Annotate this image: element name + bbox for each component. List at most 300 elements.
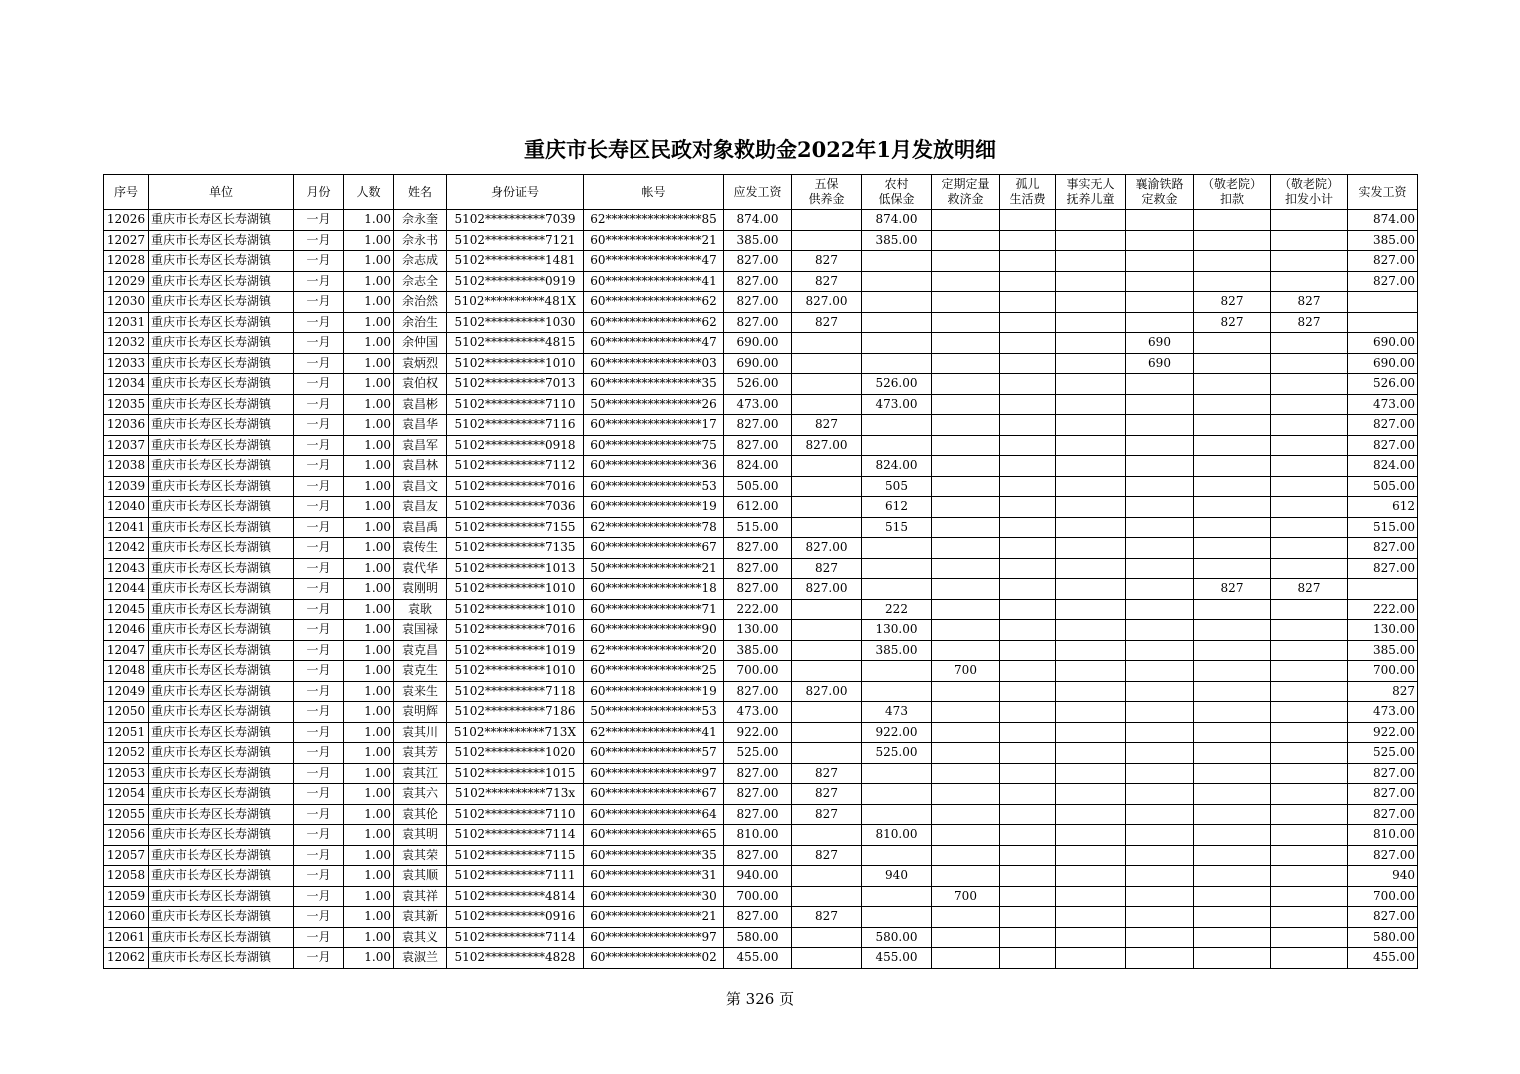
table-cell: [1056, 907, 1126, 928]
table-cell: [1000, 292, 1056, 313]
table-cell: [1271, 948, 1348, 969]
table-cell: [1194, 948, 1271, 969]
table-cell: 827: [792, 907, 862, 928]
table-cell: 12048: [104, 661, 149, 682]
table-cell: 重庆市长寿区长寿湖镇: [149, 210, 294, 231]
table-cell: [1056, 394, 1126, 415]
table-cell: [1056, 927, 1126, 948]
table-cell: [1126, 456, 1194, 477]
table-cell: 940: [1348, 866, 1418, 887]
table-cell: 重庆市长寿区长寿湖镇: [149, 353, 294, 374]
table-cell: [1271, 435, 1348, 456]
table-cell: 580.00: [862, 927, 932, 948]
table-cell: [932, 599, 1000, 620]
table-cell: 余仲国: [394, 333, 447, 354]
table-cell: 1.00: [344, 353, 394, 374]
table-cell: 12033: [104, 353, 149, 374]
table-cell: 62****************20: [584, 640, 724, 661]
table-cell: [1194, 415, 1271, 436]
table-cell: [792, 476, 862, 497]
table-cell: 袁传生: [394, 538, 447, 559]
table-cell: 重庆市长寿区长寿湖镇: [149, 681, 294, 702]
table-cell: 12027: [104, 230, 149, 251]
column-header: 身份证号: [447, 175, 584, 210]
table-cell: 重庆市长寿区长寿湖镇: [149, 435, 294, 456]
table-row: [104, 927, 1418, 948]
table-cell: 827.00: [724, 845, 792, 866]
table-cell: [1000, 804, 1056, 825]
table-cell: 一月: [294, 251, 344, 272]
table-cell: [1000, 845, 1056, 866]
table-cell: 5102**********1010: [447, 599, 584, 620]
table-cell: 重庆市长寿区长寿湖镇: [149, 661, 294, 682]
table-cell: [1000, 558, 1056, 579]
table-cell: 827.00: [1348, 845, 1418, 866]
table-cell: [862, 681, 932, 702]
table-cell: [1126, 251, 1194, 272]
table-cell: [792, 620, 862, 641]
table-cell: 827.00: [792, 538, 862, 559]
table-cell: [862, 415, 932, 436]
table-cell: 12058: [104, 866, 149, 887]
table-cell: 827.00: [1348, 558, 1418, 579]
table-cell: [1271, 517, 1348, 538]
table-cell: 12037: [104, 435, 149, 456]
table-cell: 827: [1194, 579, 1271, 600]
table-cell: 5102**********7186: [447, 702, 584, 723]
column-header: （敬老院） 扣发小计: [1271, 175, 1348, 210]
table-cell: 重庆市长寿区长寿湖镇: [149, 497, 294, 518]
table-row: [104, 435, 1418, 456]
table-cell: [1000, 927, 1056, 948]
table-cell: 62****************41: [584, 722, 724, 743]
table-cell: [1194, 784, 1271, 805]
table-cell: [1271, 927, 1348, 948]
table-cell: 重庆市长寿区长寿湖镇: [149, 415, 294, 436]
table-cell: 827: [1271, 579, 1348, 600]
table-cell: 612: [862, 497, 932, 518]
table-cell: 5102**********7111: [447, 866, 584, 887]
table-cell: 1.00: [344, 845, 394, 866]
table-cell: 827.00: [1348, 251, 1418, 272]
table-cell: 袁淑兰: [394, 948, 447, 969]
table-row: [104, 476, 1418, 497]
table-cell: [1271, 456, 1348, 477]
page-number: 第 326 页: [725, 990, 795, 1008]
table-cell: 袁代华: [394, 558, 447, 579]
table-cell: 袁昌军: [394, 435, 447, 456]
table-cell: [1000, 763, 1056, 784]
table-cell: 60****************75: [584, 435, 724, 456]
table-cell: [1000, 948, 1056, 969]
page-title: 重庆市长寿区民政对象救助金2022年1月发放明细: [523, 137, 997, 162]
table-cell: [1194, 353, 1271, 374]
table-cell: 827.00: [1348, 804, 1418, 825]
table-cell: [932, 230, 1000, 251]
table-cell: [932, 435, 1000, 456]
table-cell: 袁其明: [394, 825, 447, 846]
table-cell: 5102**********7039: [447, 210, 584, 231]
table-cell: [1271, 230, 1348, 251]
table-cell: 重庆市长寿区长寿湖镇: [149, 374, 294, 395]
table-cell: 袁克生: [394, 661, 447, 682]
table-cell: 12026: [104, 210, 149, 231]
table-cell: [1194, 456, 1271, 477]
table-cell: 700.00: [1348, 661, 1418, 682]
table-cell: 827: [1194, 292, 1271, 313]
table-cell: [1271, 271, 1348, 292]
table-cell: 60****************67: [584, 538, 724, 559]
table-cell: 一月: [294, 456, 344, 477]
table-cell: 一月: [294, 948, 344, 969]
table-cell: 1.00: [344, 517, 394, 538]
table-cell: 一月: [294, 784, 344, 805]
table-cell: 12059: [104, 886, 149, 907]
relief-fund-table: [103, 174, 1418, 969]
table-cell: [1194, 640, 1271, 661]
table-cell: 60****************03: [584, 353, 724, 374]
table-cell: 505: [862, 476, 932, 497]
table-cell: 一月: [294, 722, 344, 743]
table-cell: [1000, 394, 1056, 415]
table-cell: 700.00: [724, 886, 792, 907]
table-cell: 重庆市长寿区长寿湖镇: [149, 251, 294, 272]
table-cell: [1126, 907, 1194, 928]
table-cell: 824.00: [1348, 456, 1418, 477]
table-cell: 1.00: [344, 558, 394, 579]
table-cell: [792, 374, 862, 395]
table-cell: 810.00: [724, 825, 792, 846]
table-cell: 5102**********7110: [447, 394, 584, 415]
table-cell: 525.00: [1348, 743, 1418, 764]
table-cell: 一月: [294, 476, 344, 497]
table-cell: 12050: [104, 702, 149, 723]
table-cell: 袁昌文: [394, 476, 447, 497]
table-cell: [862, 271, 932, 292]
table-cell: [1000, 722, 1056, 743]
table-cell: [1056, 374, 1126, 395]
table-cell: 60****************41: [584, 271, 724, 292]
table-cell: 827: [1271, 292, 1348, 313]
table-cell: 60****************35: [584, 374, 724, 395]
table-cell: [1271, 681, 1348, 702]
table-cell: 12032: [104, 333, 149, 354]
table-cell: [1056, 640, 1126, 661]
table-cell: 810.00: [1348, 825, 1418, 846]
table-cell: 385.00: [862, 230, 932, 251]
table-cell: [1126, 845, 1194, 866]
table-cell: [792, 456, 862, 477]
table-cell: [1271, 538, 1348, 559]
table-cell: [1126, 620, 1194, 641]
table-cell: [1194, 251, 1271, 272]
table-cell: 一月: [294, 907, 344, 928]
table-cell: [1271, 333, 1348, 354]
table-cell: [932, 722, 1000, 743]
table-cell: 5102**********7115: [447, 845, 584, 866]
table-cell: [792, 230, 862, 251]
table-cell: [1194, 599, 1271, 620]
table-cell: [1056, 866, 1126, 887]
table-cell: 1.00: [344, 230, 394, 251]
table-cell: [1271, 353, 1348, 374]
table-cell: [1194, 845, 1271, 866]
table-cell: [932, 702, 1000, 723]
table-cell: [1126, 517, 1194, 538]
table-cell: 1.00: [344, 927, 394, 948]
table-cell: 60****************57: [584, 743, 724, 764]
table-cell: 827.00: [1348, 415, 1418, 436]
table-cell: 1.00: [344, 722, 394, 743]
table-cell: 5102**********0916: [447, 907, 584, 928]
table-cell: 526.00: [724, 374, 792, 395]
table-cell: [1271, 825, 1348, 846]
table-cell: 827.00: [724, 292, 792, 313]
table-cell: 827.00: [724, 251, 792, 272]
table-cell: 1.00: [344, 476, 394, 497]
table-cell: 12029: [104, 271, 149, 292]
table-cell: [1000, 886, 1056, 907]
table-cell: [1271, 763, 1348, 784]
table-cell: [1194, 722, 1271, 743]
table-row: [104, 538, 1418, 559]
table-cell: [1194, 681, 1271, 702]
column-header: 孤儿 生活费: [1000, 175, 1056, 210]
table-cell: 12038: [104, 456, 149, 477]
table-cell: 5102**********1010: [447, 661, 584, 682]
table-body: [104, 210, 1418, 969]
table-cell: [932, 640, 1000, 661]
table-cell: [1194, 333, 1271, 354]
table-cell: 1.00: [344, 456, 394, 477]
table-row: [104, 292, 1418, 313]
table-cell: 60****************97: [584, 927, 724, 948]
table-cell: [1000, 251, 1056, 272]
table-cell: [862, 353, 932, 374]
table-cell: 690.00: [724, 333, 792, 354]
table-cell: 重庆市长寿区长寿湖镇: [149, 845, 294, 866]
table-cell: [1271, 886, 1348, 907]
table-cell: [1271, 210, 1348, 231]
table-cell: 袁耿: [394, 599, 447, 620]
table-cell: 827.00: [724, 804, 792, 825]
table-cell: [1000, 476, 1056, 497]
table-cell: 1.00: [344, 804, 394, 825]
table-cell: 5102**********7114: [447, 927, 584, 948]
table-cell: 505.00: [724, 476, 792, 497]
table-cell: [1056, 538, 1126, 559]
table-row: [104, 456, 1418, 477]
table-cell: [932, 784, 1000, 805]
table-cell: 重庆市长寿区长寿湖镇: [149, 579, 294, 600]
table-cell: [932, 743, 1000, 764]
table-cell: [862, 579, 932, 600]
table-cell: [1056, 558, 1126, 579]
column-header: 姓名: [394, 175, 447, 210]
table-cell: 827.00: [792, 579, 862, 600]
table-cell: 612.00: [724, 497, 792, 518]
table-cell: 重庆市长寿区长寿湖镇: [149, 886, 294, 907]
table-cell: 1.00: [344, 620, 394, 641]
table-cell: [1271, 784, 1348, 805]
table-cell: 5102**********0919: [447, 271, 584, 292]
table-cell: [1271, 251, 1348, 272]
table-cell: [1271, 497, 1348, 518]
table-cell: [1271, 476, 1348, 497]
table-cell: 1.00: [344, 743, 394, 764]
table-cell: 12062: [104, 948, 149, 969]
column-header: 定期定量 救济金: [932, 175, 1000, 210]
table-cell: 5102**********7036: [447, 497, 584, 518]
table-cell: 袁炳烈: [394, 353, 447, 374]
table-cell: 5102**********7016: [447, 476, 584, 497]
table-cell: 60****************47: [584, 251, 724, 272]
table-cell: [1271, 661, 1348, 682]
table-cell: 700.00: [1348, 886, 1418, 907]
table-cell: 12028: [104, 251, 149, 272]
table-cell: 12051: [104, 722, 149, 743]
table-cell: 1.00: [344, 763, 394, 784]
table-cell: [1000, 907, 1056, 928]
table-cell: 5102**********7110: [447, 804, 584, 825]
table-cell: 1.00: [344, 866, 394, 887]
table-row: [104, 558, 1418, 579]
table-cell: [1056, 333, 1126, 354]
table-cell: [862, 558, 932, 579]
table-cell: 一月: [294, 927, 344, 948]
column-header: 事实无人 抚养儿童: [1056, 175, 1126, 210]
table-cell: 一月: [294, 661, 344, 682]
table-cell: [1000, 435, 1056, 456]
table-cell: [1348, 312, 1418, 333]
table-cell: [932, 312, 1000, 333]
table-cell: 827.00: [724, 763, 792, 784]
table-cell: 一月: [294, 333, 344, 354]
table-cell: [1271, 907, 1348, 928]
table-cell: [1056, 784, 1126, 805]
table-cell: 827.00: [724, 681, 792, 702]
table-cell: 重庆市长寿区长寿湖镇: [149, 312, 294, 333]
table-cell: [1348, 579, 1418, 600]
table-cell: 12040: [104, 497, 149, 518]
table-cell: [1056, 456, 1126, 477]
table-cell: [1126, 558, 1194, 579]
table-cell: [1126, 743, 1194, 764]
table-cell: [1056, 415, 1126, 436]
table-cell: 827.00: [792, 435, 862, 456]
table-cell: 60****************64: [584, 804, 724, 825]
table-cell: 827: [792, 271, 862, 292]
table-cell: 700.00: [724, 661, 792, 682]
table-cell: 12043: [104, 558, 149, 579]
table-cell: 60****************19: [584, 681, 724, 702]
table-cell: [1000, 415, 1056, 436]
table-row: [104, 374, 1418, 395]
table-cell: 5102**********7112: [447, 456, 584, 477]
table-cell: [862, 784, 932, 805]
table-row: [104, 866, 1418, 887]
table-cell: 50****************26: [584, 394, 724, 415]
table-cell: 袁来生: [394, 681, 447, 702]
column-header: 应发工资: [724, 175, 792, 210]
table-cell: 袁伯权: [394, 374, 447, 395]
table-cell: 827: [1348, 681, 1418, 702]
table-cell: 重庆市长寿区长寿湖镇: [149, 927, 294, 948]
table-cell: [1126, 435, 1194, 456]
table-cell: 袁其荣: [394, 845, 447, 866]
column-header: （敬老院） 扣款: [1194, 175, 1271, 210]
table-cell: 5102**********7121: [447, 230, 584, 251]
table-cell: [1126, 415, 1194, 436]
table-cell: 580.00: [1348, 927, 1418, 948]
table-cell: [1000, 784, 1056, 805]
table-cell: 重庆市长寿区长寿湖镇: [149, 292, 294, 313]
table-cell: 5102**********4814: [447, 886, 584, 907]
table-cell: 12034: [104, 374, 149, 395]
table-cell: 60****************30: [584, 886, 724, 907]
table-cell: [1194, 271, 1271, 292]
table-row: [104, 312, 1418, 333]
table-cell: 一月: [294, 353, 344, 374]
table-cell: [792, 948, 862, 969]
table-cell: 重庆市长寿区长寿湖镇: [149, 866, 294, 887]
table-cell: [1271, 804, 1348, 825]
table-cell: 60****************21: [584, 907, 724, 928]
table-cell: 1.00: [344, 415, 394, 436]
table-cell: [792, 394, 862, 415]
table-cell: [1000, 681, 1056, 702]
table-cell: 重庆市长寿区长寿湖镇: [149, 230, 294, 251]
table-cell: [1056, 886, 1126, 907]
table-cell: 60****************90: [584, 620, 724, 641]
table-cell: [862, 312, 932, 333]
table-cell: 385.00: [724, 640, 792, 661]
table-row: [104, 333, 1418, 354]
table-cell: [862, 292, 932, 313]
table-cell: [1126, 886, 1194, 907]
table-cell: 827.00: [1348, 907, 1418, 928]
table-cell: 1.00: [344, 825, 394, 846]
table-cell: [1056, 579, 1126, 600]
table-cell: [1194, 620, 1271, 641]
table-row: [104, 743, 1418, 764]
table-cell: 827: [792, 558, 862, 579]
table-cell: 一月: [294, 763, 344, 784]
table-cell: 827.00: [724, 538, 792, 559]
table-cell: 5102**********1019: [447, 640, 584, 661]
table-cell: 5102**********7013: [447, 374, 584, 395]
table-cell: [1271, 722, 1348, 743]
table-cell: [862, 333, 932, 354]
table-cell: 5102**********1481: [447, 251, 584, 272]
table-cell: [1194, 804, 1271, 825]
table-cell: 一月: [294, 886, 344, 907]
table-cell: [1194, 927, 1271, 948]
table-cell: 袁其芳: [394, 743, 447, 764]
table-cell: 佘永奎: [394, 210, 447, 231]
table-cell: [932, 271, 1000, 292]
table-cell: 60****************65: [584, 825, 724, 846]
table-cell: 60****************02: [584, 948, 724, 969]
table-cell: [862, 763, 932, 784]
table-cell: 874.00: [862, 210, 932, 231]
table-cell: [932, 804, 1000, 825]
table-cell: 60****************31: [584, 866, 724, 887]
table-cell: [792, 661, 862, 682]
table-cell: 130.00: [862, 620, 932, 641]
table-cell: [792, 743, 862, 764]
table-cell: 一月: [294, 271, 344, 292]
